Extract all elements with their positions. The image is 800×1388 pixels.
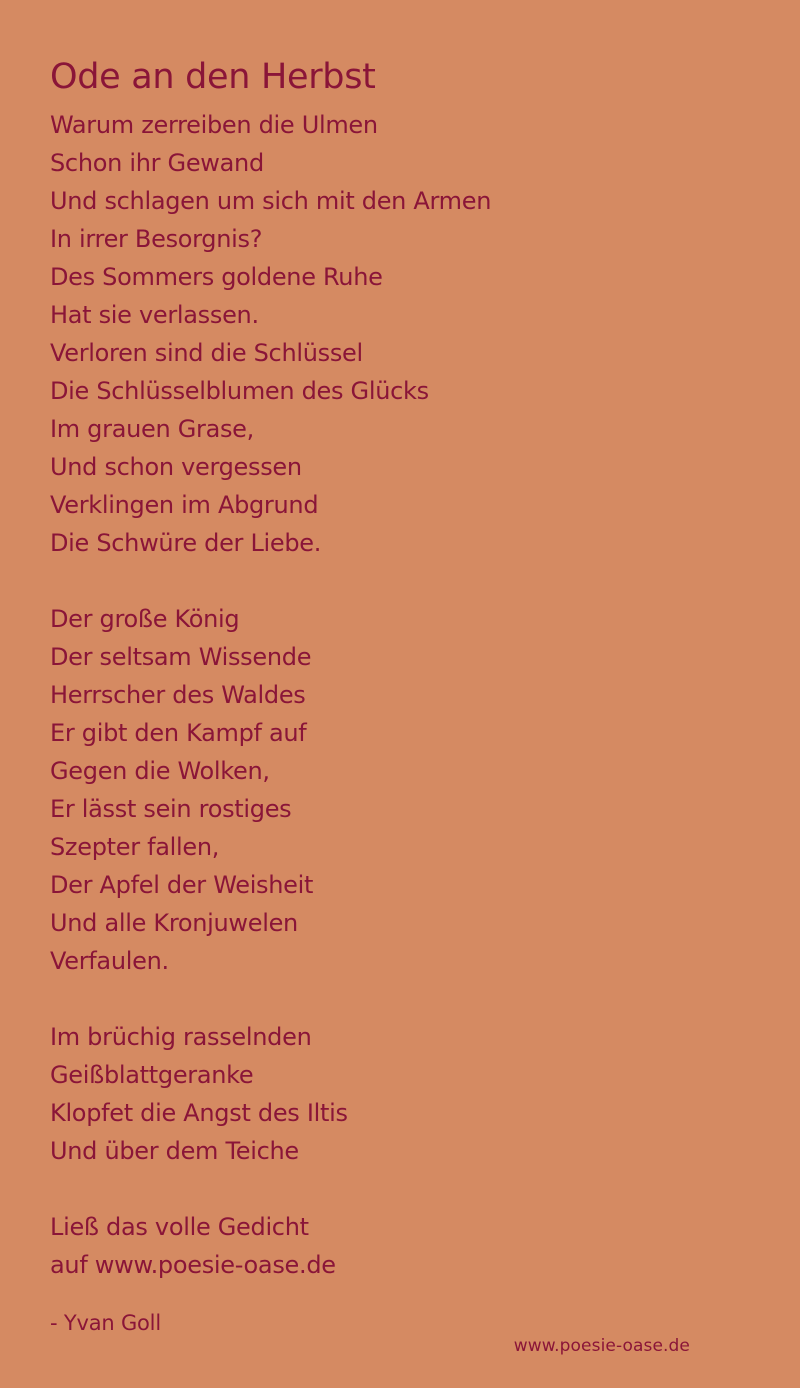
poem-line: Und alle Kronjuwelen (50, 909, 298, 937)
poem-line: Die Schwüre der Liebe. (50, 529, 322, 557)
poem-line: Und schon vergessen (50, 453, 302, 481)
stanza-1 (50, 106, 750, 562)
stanza-2 (50, 600, 750, 980)
poem-line: Er gibt den Kampf auf (50, 719, 307, 747)
poem-line: Ließ das volle Gedicht (50, 1213, 309, 1241)
poem-author: - Yvan Goll (50, 1311, 161, 1335)
poem-line: Der große König (50, 605, 240, 633)
poem-line: Gegen die Wolken, (50, 757, 270, 785)
poem-line: Verklingen im Abgrund (50, 491, 319, 519)
poem-line: In irrer Besorgnis? (50, 225, 263, 253)
poem-card (50, 52, 750, 1322)
poem-line: Geißblattgeranke (50, 1061, 254, 1089)
poem-line: Er lässt sein rostiges (50, 795, 292, 823)
poem-line: Der seltsam Wissende (50, 643, 312, 671)
poem-title: Ode an den Herbst (50, 57, 376, 97)
stanza-3 (50, 1018, 750, 1170)
poem-line: Warum zerreiben die Ulmen (50, 111, 378, 139)
poem-line: Die Schlüsselblumen des Glücks (50, 377, 429, 405)
stanza-4 (50, 1208, 750, 1284)
poem-line: Und schlagen um sich mit den Armen (50, 187, 492, 215)
poem-line: Der Apfel der Weisheit (50, 871, 314, 899)
poem-line: Im brüchig rasselnden (50, 1023, 312, 1051)
poem-line: Hat sie verlassen. (50, 301, 259, 329)
poem-line: Schon ihr Gewand (50, 149, 264, 177)
poem-line: Und über dem Teiche (50, 1137, 299, 1165)
poem-line: Klopfet die Angst des Iltis (50, 1099, 348, 1127)
poem-line: Im grauen Grase, (50, 415, 254, 443)
poem-line: Verloren sind die Schlüssel (50, 339, 363, 367)
poem-line: Szepter fallen, (50, 833, 220, 861)
poem-line: auf www.poesie-oase.de (50, 1251, 336, 1279)
poem-line: Verfaulen. (50, 947, 169, 975)
footer-site-link[interactable]: www.poesie-oase.de (513, 1336, 690, 1356)
poem-line: Des Sommers goldene Ruhe (50, 263, 383, 291)
poem-line: Herrscher des Waldes (50, 681, 306, 709)
